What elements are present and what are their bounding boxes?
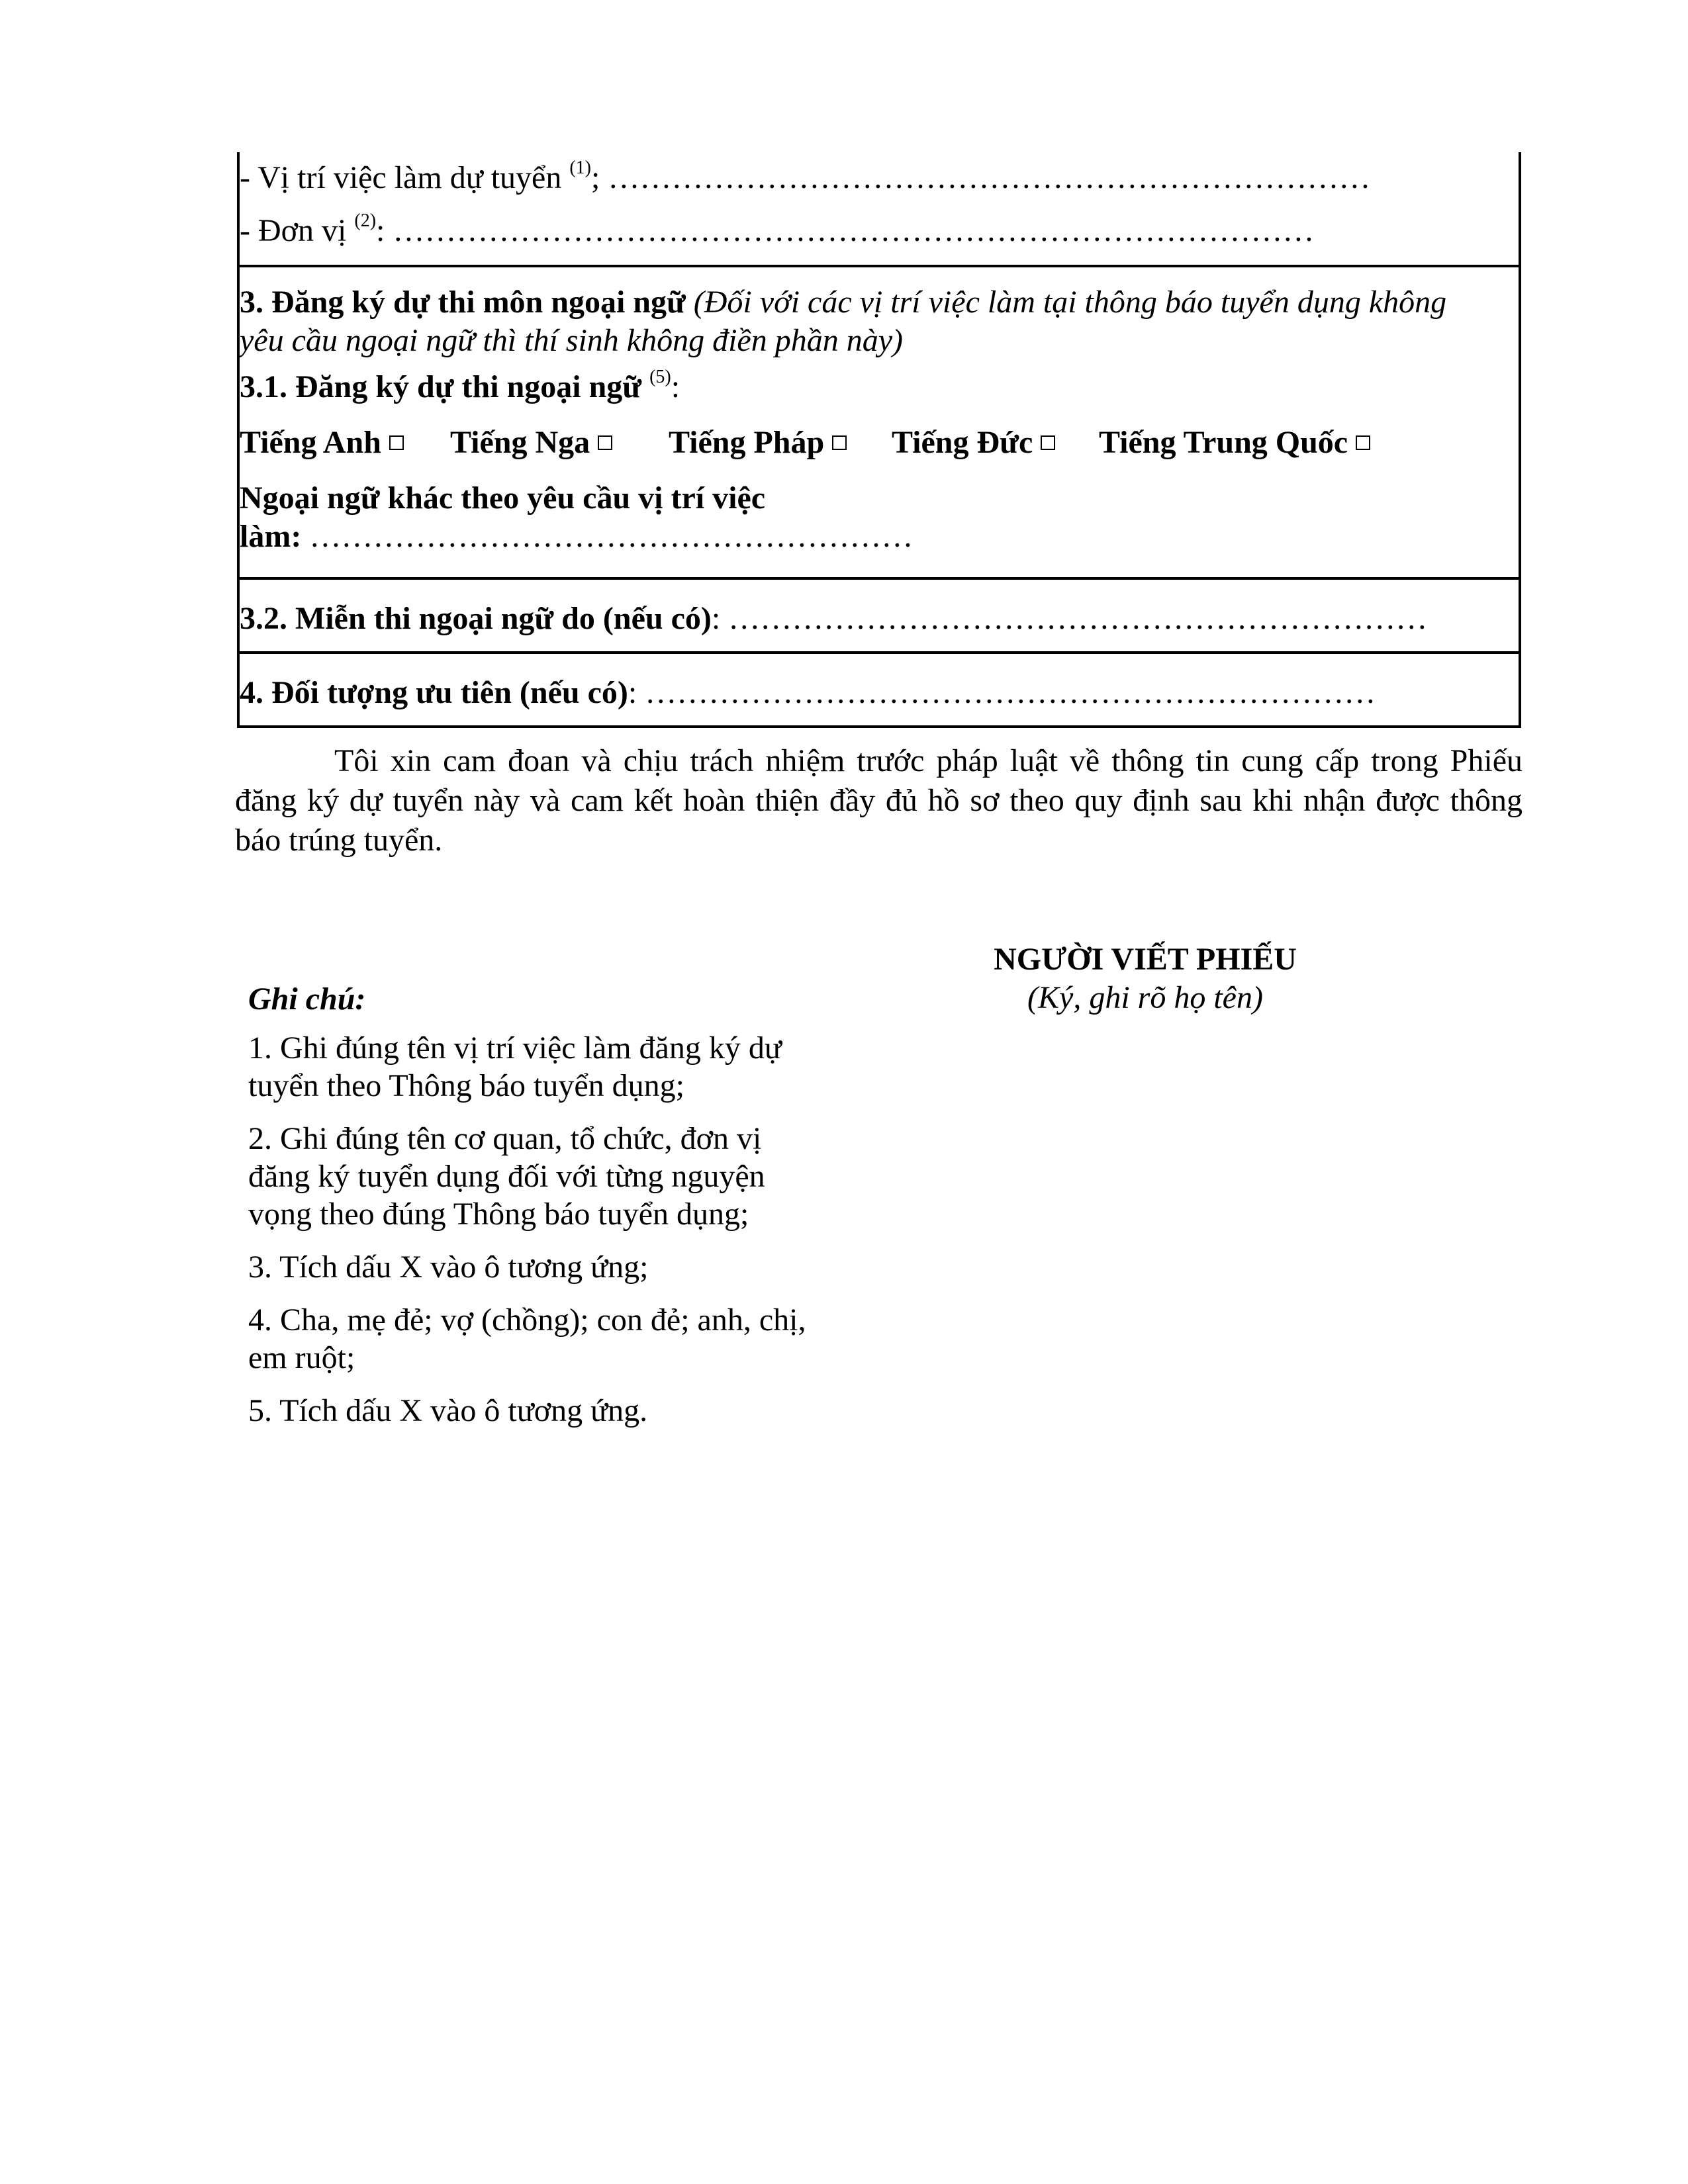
position-field[interactable]: ……………………………………………………………… xyxy=(608,160,1371,195)
other-language-label-2: làm: xyxy=(240,519,310,554)
priority-section xyxy=(240,651,1519,725)
chinese-checkbox[interactable] xyxy=(1356,435,1370,450)
language-options xyxy=(240,424,1519,462)
notes-list xyxy=(248,1029,831,1445)
position-label: - Vị trí việc làm dự tuyển xyxy=(240,160,570,195)
unit-row xyxy=(240,212,1314,250)
section31-footnote: (5) xyxy=(649,367,671,387)
language-exemption-section xyxy=(240,577,1519,651)
signature-title: NGƯỜI VIẾT PHIẾU xyxy=(994,942,1297,977)
language-label-french: Tiếng Pháp xyxy=(669,425,825,460)
position-row xyxy=(240,159,1370,197)
signature-subtitle: (Ký, ghi rõ họ tên) xyxy=(1027,980,1263,1015)
language-option-german[interactable] xyxy=(892,424,1055,462)
note-item: 4. Cha, mẹ đẻ; vợ (chồng); con đẻ; anh, chị, em ruột; xyxy=(248,1302,806,1375)
note-item: 2. Ghi đúng tên cơ quan, tổ chức, đơn vị đăng ký tuyển dụng đối với từng nguyện vọng theo đúng Thông báo tuyển dụng; xyxy=(248,1121,765,1232)
priority-label: 4. Đối tượng ưu tiên (nếu có) xyxy=(240,675,628,710)
note-item: 1. Ghi đúng tên vị trí việc làm đăng ký dự tuyển theo Thông báo tuyển dụng; xyxy=(248,1030,782,1103)
notes-title: Ghi chú: xyxy=(248,981,366,1017)
unit-label: - Đơn vị xyxy=(240,213,355,248)
section3-note-line2: yêu cầu ngoại ngữ thì thí sinh không điền phần này) xyxy=(240,323,904,358)
unit-field[interactable]: …………………………………………………………………………… xyxy=(393,213,1315,248)
section3-heading: 3. Đăng ký dự thi môn ngoại ngữ xyxy=(240,285,694,320)
section3-heading-row xyxy=(240,283,1446,322)
language-label-chinese: Tiếng Trung Quốc xyxy=(1099,425,1348,460)
unit-separator: : xyxy=(376,213,393,248)
note-item: 5. Tích dấu X vào ô tương ứng. xyxy=(248,1393,648,1428)
language-label-russian: Tiếng Nga xyxy=(450,425,590,460)
section31-row xyxy=(240,368,680,406)
position-footnote: (1) xyxy=(569,158,592,178)
language-label-german: Tiếng Đức xyxy=(892,425,1033,460)
language-option-french[interactable] xyxy=(669,424,847,462)
language-label-english: Tiếng Anh xyxy=(240,425,381,460)
section31-colon: : xyxy=(671,369,680,404)
priority-colon: : xyxy=(628,675,645,710)
note-item: 3. Tích dấu X vào ô tương ứng; xyxy=(248,1250,649,1285)
exemption-row xyxy=(240,600,1427,638)
position-separator: ; xyxy=(591,160,608,195)
position-section xyxy=(240,152,1519,265)
other-language-row xyxy=(240,518,913,556)
english-checkbox[interactable] xyxy=(389,435,404,450)
french-checkbox[interactable] xyxy=(832,435,847,450)
section31-label: 3.1. Đăng ký dự thi ngoại ngữ xyxy=(240,369,650,404)
priority-row xyxy=(240,674,1376,712)
exemption-field[interactable]: ………………………………………………………… xyxy=(728,601,1428,636)
language-option-russian[interactable] xyxy=(450,424,612,462)
registration-form-table xyxy=(237,152,1521,728)
german-checkbox[interactable] xyxy=(1041,435,1055,450)
other-language-field[interactable]: ………………………………………………… xyxy=(309,519,914,554)
pledge-paragraph: Tôi xin cam đoan và chịu trách nhiệm trước pháp luật về thông tin cung cấp trong Phiếu đăng ký dự tuyển này và cam kết hoàn thiện đầy đủ hồ sơ theo quy định sau khi nhận được thông báo trúng tuyển. xyxy=(235,743,1523,858)
russian-checkbox[interactable] xyxy=(598,435,612,450)
priority-field[interactable]: …………………………………………………………… xyxy=(645,675,1376,710)
unit-footnote: (2) xyxy=(354,210,377,231)
exemption-colon: : xyxy=(711,601,729,636)
exemption-label: 3.2. Miễn thi ngoại ngữ do (nếu có) xyxy=(240,601,712,636)
foreign-language-section xyxy=(240,265,1519,577)
section3-note-line1: (Đối với các vị trí việc làm tại thông báo tuyển dụng không xyxy=(693,285,1447,320)
other-language-label: Ngoại ngữ khác theo yêu cầu vị trí việc xyxy=(240,480,766,516)
language-option-chinese[interactable] xyxy=(1099,424,1370,462)
language-option-english[interactable] xyxy=(240,424,404,462)
